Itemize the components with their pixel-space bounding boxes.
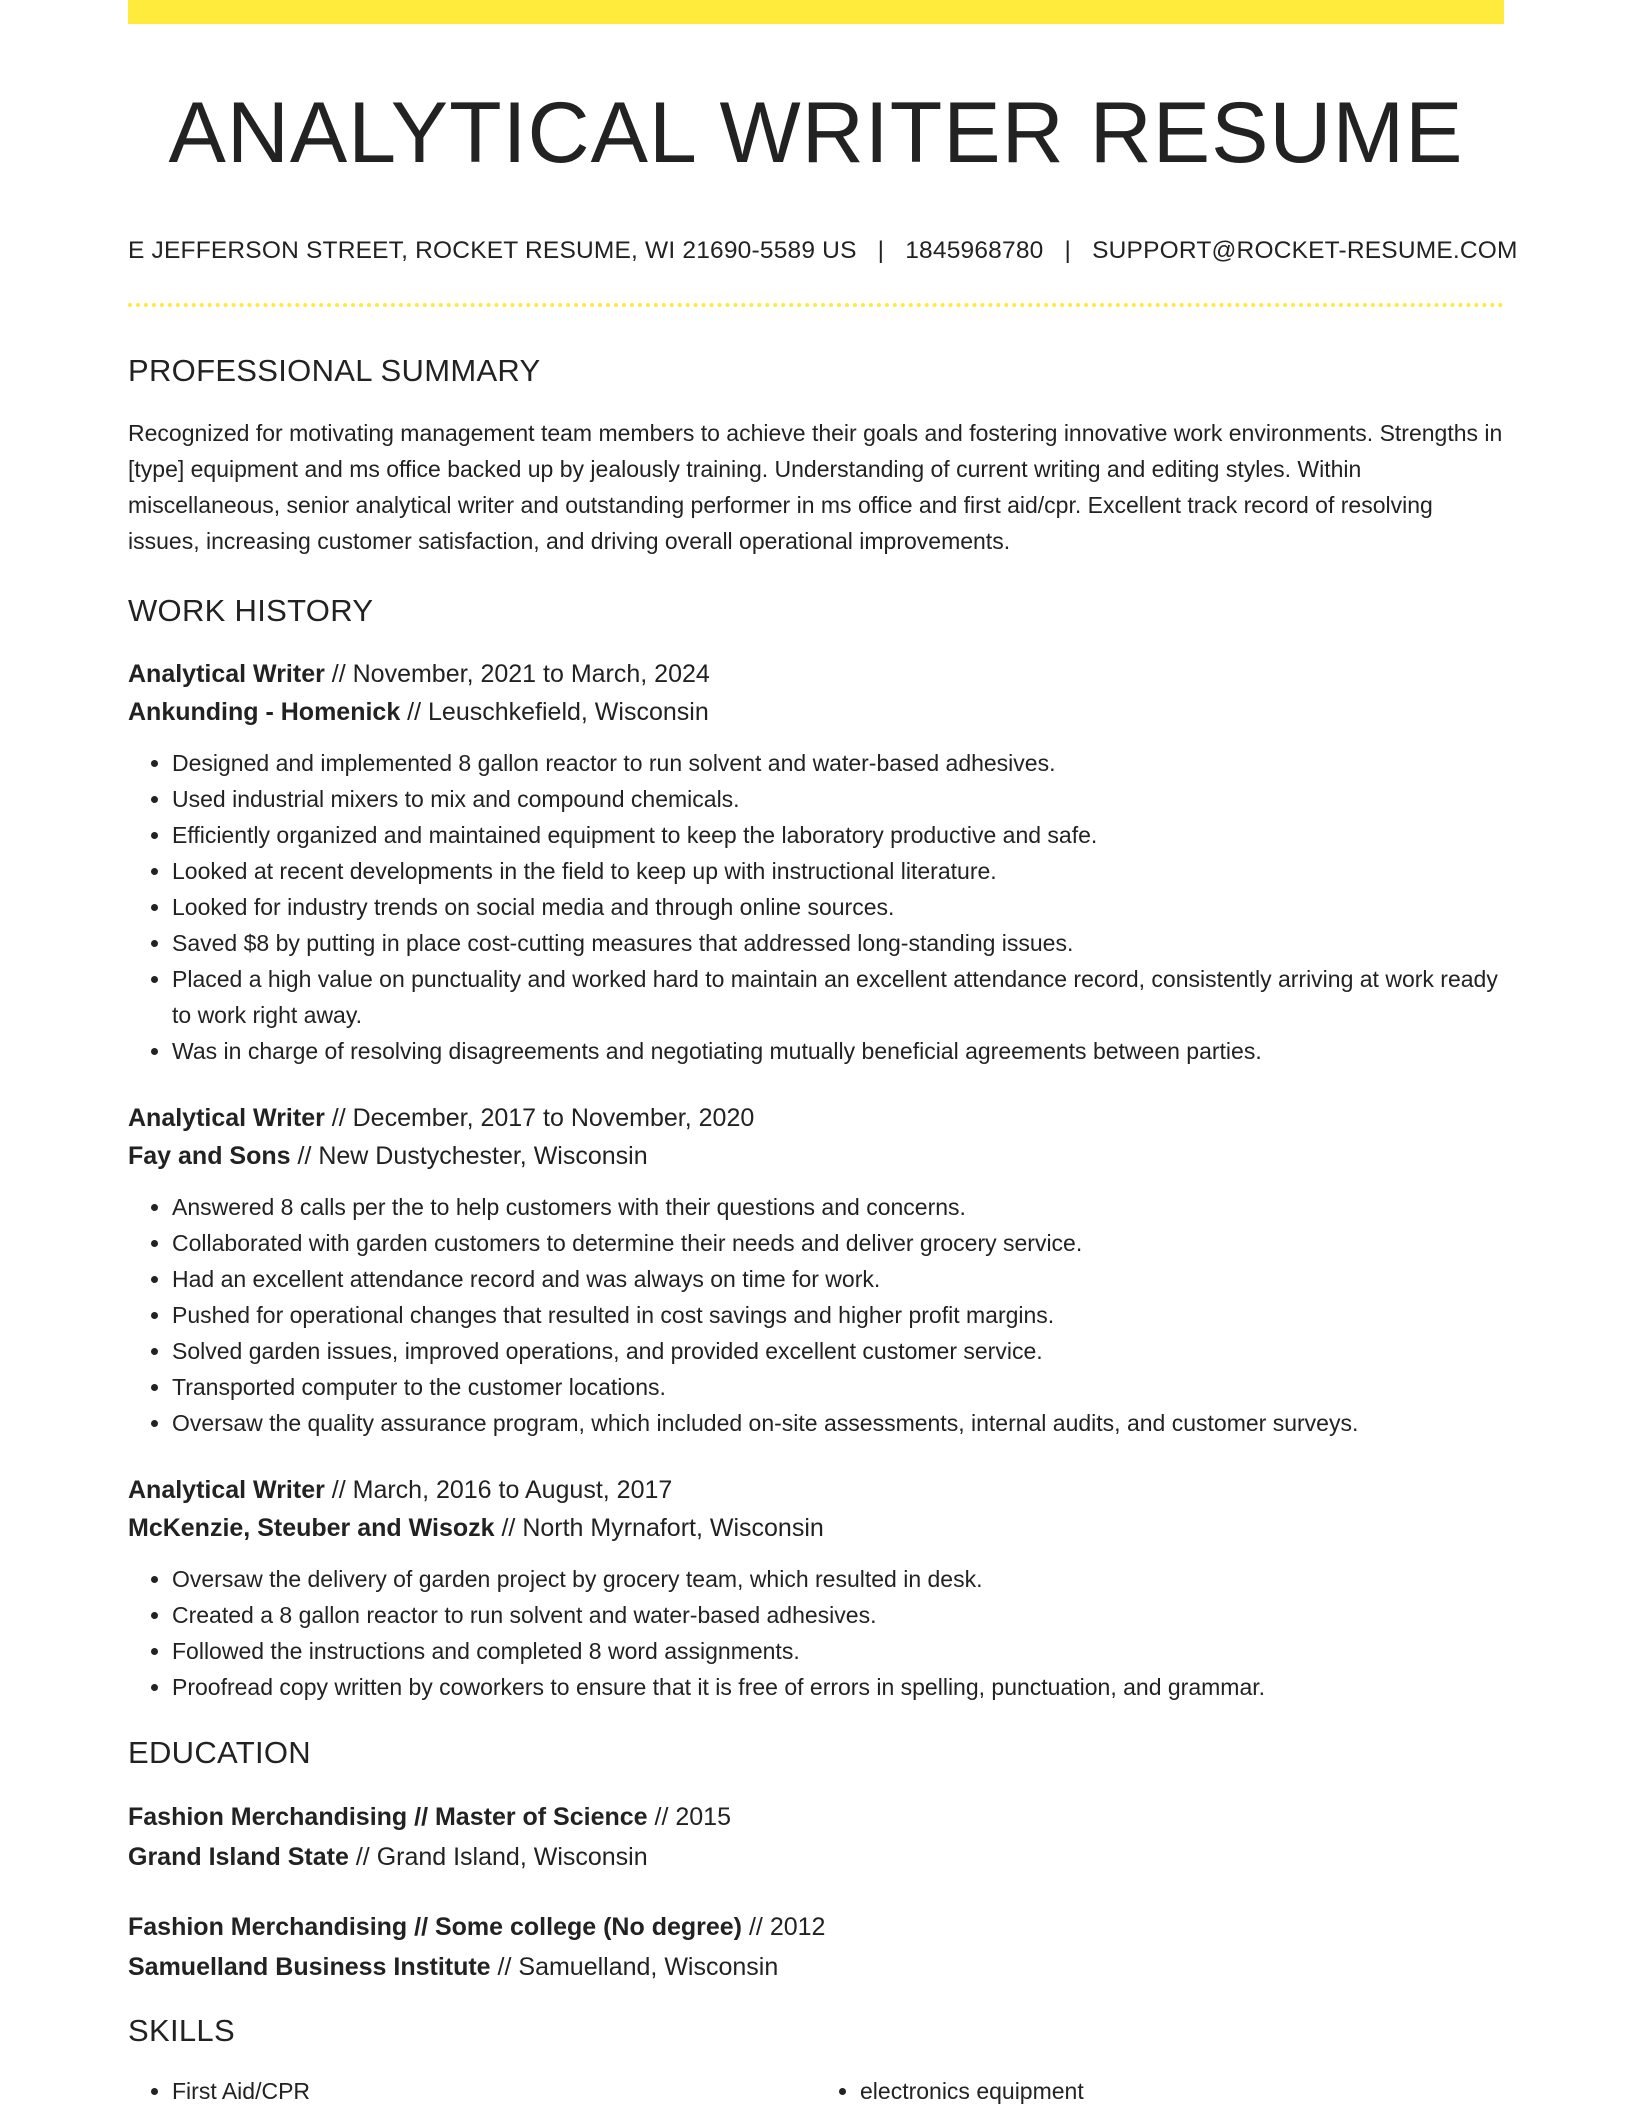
job-bullet: • Followed the instructions and completed 8 word assignments. [172,1633,1504,1669]
job-location: Leuschkefield, Wisconsin [428,697,709,726]
job-title-line [128,655,1504,693]
job-location: North Myrnafort, Wisconsin [522,1513,824,1542]
education-degree-line [128,1797,1504,1837]
job-entry [128,1099,1504,1441]
job-dates: December, 2017 to November, 2020 [352,1103,755,1132]
job-bullets [128,1561,1504,1705]
job-title: Analytical Writer [128,659,325,688]
education-location: Samuelland, Wisconsin [518,1952,779,1981]
education-degree: Fashion Merchandising // Master of Science [128,1802,648,1831]
job-bullet: • Had an excellent attendance record and was always on time for work. [172,1261,1504,1297]
job-bullet: • Oversaw the quality assurance program, which included on-site assessments, internal audits, and customer surveys. [172,1405,1504,1441]
delimiter: // [742,1912,770,1941]
delimiter: // [400,697,429,726]
delimiter: // [324,1103,353,1132]
job-location: New Dustychester, Wisconsin [318,1141,648,1170]
skill-item: • electronics equipment [860,2073,1504,2109]
job-bullet: • Solved garden issues, improved operations, and provided excellent customer service. [172,1333,1504,1369]
education-school-line [128,1837,1504,1877]
job-bullet: • Used industrial mixers to mix and compound chemicals. [172,781,1504,817]
resume-page [128,0,1518,2109]
job-company: McKenzie, Steuber and Wisozk [128,1513,495,1542]
delimiter: // [490,1952,519,1981]
job-company: Fay and Sons [128,1141,291,1170]
job-entry [128,655,1504,1069]
contact-address: E JEFFERSON STREET, ROCKET RESUME, WI 21690-5589 US [128,236,857,264]
job-dates: November, 2021 to March, 2024 [352,659,710,688]
job-title: Analytical Writer [128,1103,325,1132]
summary-heading: PROFESSIONAL SUMMARY [128,352,541,388]
skills-column-right [816,2073,1504,2109]
job-bullet: • Answered 8 calls per the to help customers with their questions and concerns. [172,1189,1504,1225]
education-year: 2012 [769,1912,826,1941]
education-year: 2015 [675,1802,731,1831]
education-location: Grand Island, Wisconsin [376,1842,648,1871]
job-bullet: • Looked for industry trends on social media and through online sources. [172,889,1504,925]
work-history-list [128,655,1504,1705]
education-degree-line [128,1907,1504,1947]
delimiter: // [494,1513,523,1542]
job-bullets [128,1189,1504,1441]
job-bullet: • Proofread copy written by coworkers to ensure that it is free of errors in spelling, punctuation, and grammar. [172,1669,1504,1705]
resume-title: ANALYTICAL WRITER RESUME [168,85,1464,181]
job-company-line [128,1137,1504,1175]
job-bullet: • Looked at recent developments in the field to keep up with instructional literature. [172,853,1504,889]
skills-heading: SKILLS [128,2012,235,2048]
job-bullet: • Designed and implemented 8 gallon reactor to run solvent and water-based adhesives. [172,745,1504,781]
job-title-line [128,1471,1504,1509]
job-company: Ankunding - Homenick [128,697,401,726]
contact-separator: | [1064,236,1072,264]
job-entry [128,1471,1504,1705]
job-dates: March, 2016 to August, 2017 [352,1475,673,1504]
contact-phone: 1845968780 [905,236,1044,264]
job-bullet: • Efficiently organized and maintained equipment to keep the laboratory productive and safe. [172,817,1504,853]
education-degree: Fashion Merchandising // Some college (No degree) [128,1912,743,1941]
job-title-line [128,1099,1504,1137]
job-bullet: • Saved $8 by putting in place cost-cutting measures that addressed long-standing issues. [172,925,1504,961]
delimiter: // [647,1802,676,1831]
contact-line [128,236,1518,265]
education-heading: EDUCATION [128,1734,311,1770]
delimiter: // [324,659,353,688]
delimiter: // [324,1475,353,1504]
job-bullet: • Was in charge of resolving disagreements and negotiating mutually beneficial agreements between parties. [172,1033,1504,1069]
education-school: Samuelland Business Institute [128,1952,491,1981]
skills-list [128,2073,1504,2109]
contact-email: SUPPORT@ROCKET-RESUME.COM [1092,236,1518,264]
skills-column-left [128,2073,816,2109]
education-school: Grand Island State [128,1842,349,1871]
education-entry [128,1797,1504,1877]
top-accent-bar [128,0,1504,24]
summary-text: Recognized for motivating management team members to achieve their goals and fostering innovative work environments. Strengths in [type] equipment and ms office backed up by jealously training. Understanding of current writing and editing styles. Within miscellaneous, senior analytical writer and outstanding performer in ms office and first aid/cpr. Excellent track record of resolving issues, increasing customer satisfaction, and driving overall operational improvements. [128,419,1503,554]
job-bullet: • Oversaw the delivery of garden project by grocery team, which resulted in desk. [172,1561,1504,1597]
work-history-heading: WORK HISTORY [128,592,374,628]
job-company-line [128,1509,1504,1547]
job-bullet: • Collaborated with garden customers to determine their needs and deliver grocery service. [172,1225,1504,1261]
delimiter: // [348,1842,377,1871]
job-bullet: • Transported computer to the customer locations. [172,1369,1504,1405]
delimiter: // [290,1141,319,1170]
skill-item: • First Aid/CPR [172,2073,816,2109]
contact-separator: | [877,236,885,264]
education-school-line [128,1947,1504,1987]
education-entry [128,1907,1504,1987]
job-bullet: • Pushed for operational changes that resulted in cost savings and higher profit margins. [172,1297,1504,1333]
dotted-divider [128,303,1504,307]
job-company-line [128,693,1504,731]
job-title: Analytical Writer [128,1475,325,1504]
education-list [128,1797,1504,1987]
job-bullet: • Created a 8 gallon reactor to run solvent and water-based adhesives. [172,1597,1504,1633]
job-bullets [128,745,1504,1069]
job-bullet: • Placed a high value on punctuality and worked hard to maintain an excellent attendance record, consistently arriving at work ready to work right away. [172,961,1504,1033]
